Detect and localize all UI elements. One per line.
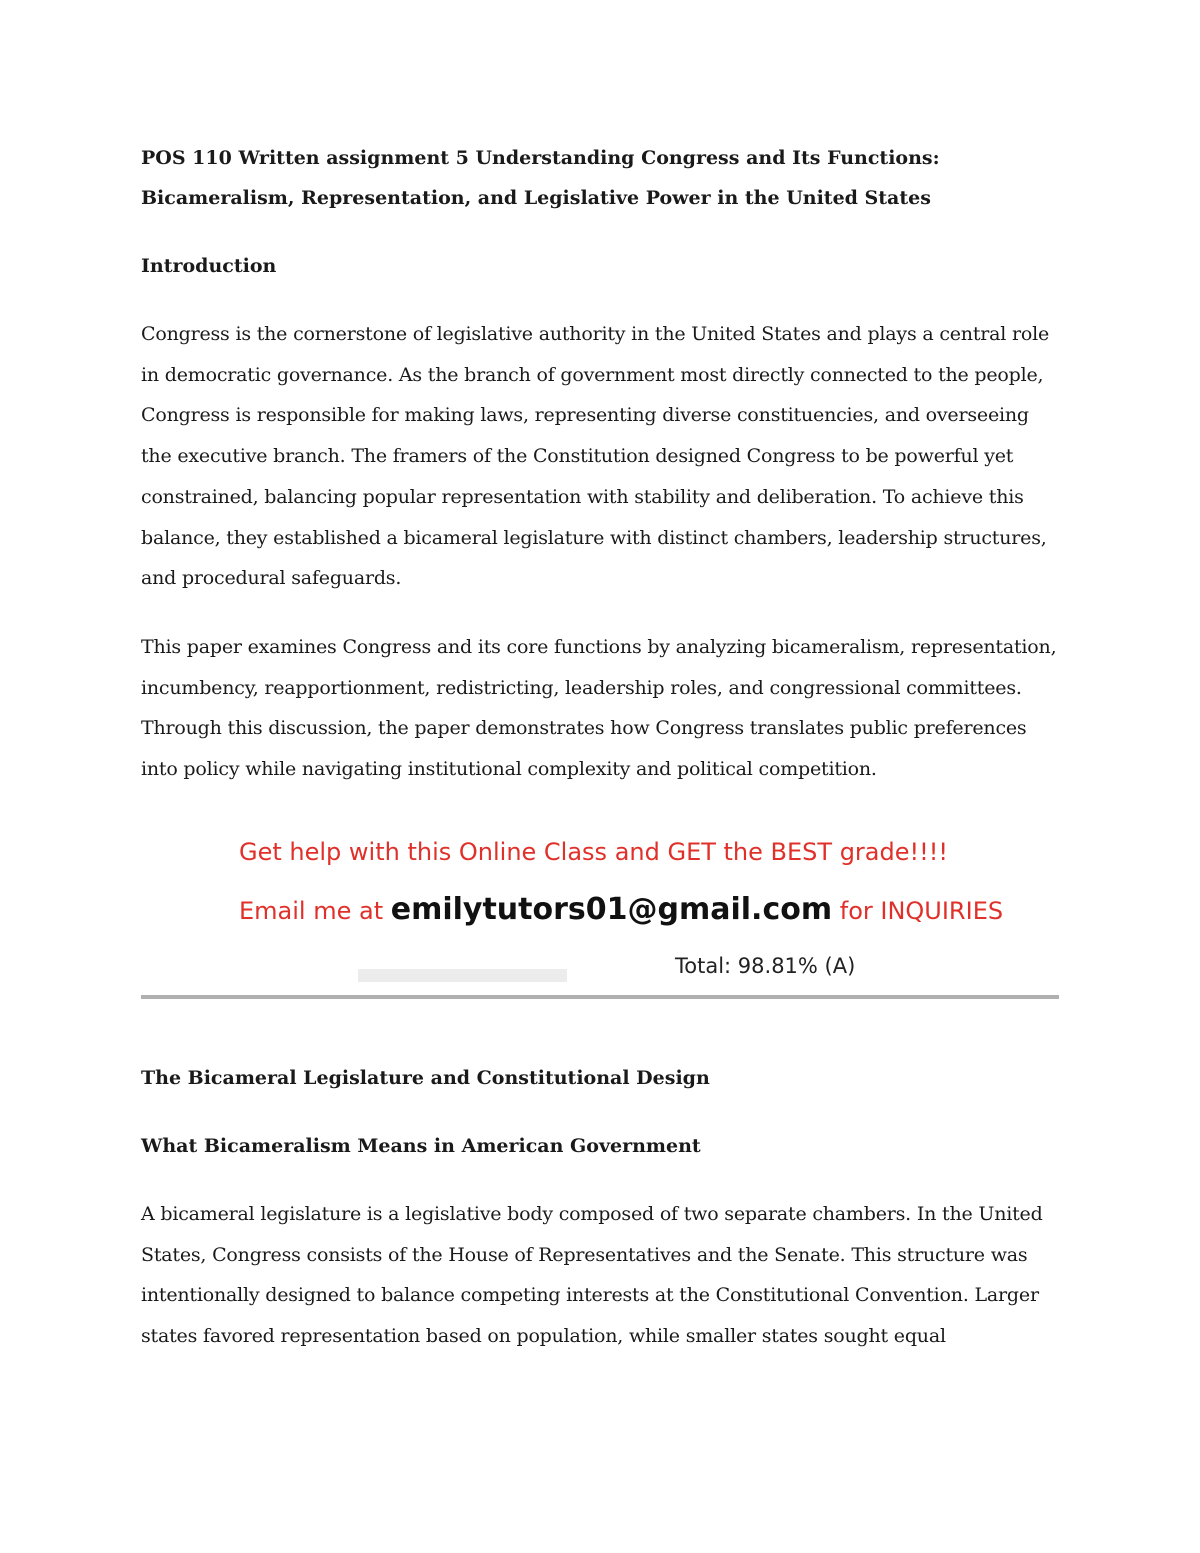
document-body-bottom	[141, 1058, 1061, 1357]
introduction-heading: Introduction	[141, 255, 277, 277]
document-body-top	[141, 138, 1061, 790]
subsection-heading: What Bicameralism Means in American Government	[141, 1135, 701, 1157]
promo-contact-line	[239, 892, 1003, 927]
promo-email-suffix: for INQUIRIES	[832, 897, 1004, 925]
promo-divider	[141, 995, 1059, 999]
promo-email: emilytutors01@gmail.com	[390, 892, 833, 927]
intro-paragraph-2: This paper examines Congress and its core functions by analyzing bicameralism, representation, incumbency, reapportionment, redistricting, leadership roles, and congressional committees. Through this discussion, the paper demonstrates how Congress translates public preferences into policy while navigating institutional complexity and political competition.	[141, 635, 1057, 781]
promo-banner	[141, 828, 1061, 1000]
bicameral-paragraph: A bicameral legislature is a legislative body composed of two separate chambers. In the United States, Congress consists of the House of Representatives and the Senate. This structure was intentionally designed to balance competing interests at the Constitutional Convention. Larger states favored representation based on population, while smaller states sought equal	[141, 1203, 1043, 1348]
promo-total-grade: Total: 98.81% (A)	[675, 954, 856, 978]
promo-headline: Get help with this Online Class and GET the BEST grade!!!!	[239, 838, 948, 866]
document-title: POS 110 Written assignment 5 Understanding Congress and Its Functions: Bicameralism, Representation, and Legislative Power in the United States	[141, 147, 940, 209]
promo-grade-bar	[358, 969, 567, 982]
section-heading: The Bicameral Legislature and Constitutional Design	[141, 1067, 710, 1089]
promo-email-prefix: Email me at	[239, 897, 391, 925]
intro-paragraph-1: Congress is the cornerstone of legislative authority in the United States and plays a central role in democratic governance. As the branch of government most directly connected to the people, Congress is responsible for making laws, representing diverse constituencies, and overseeing the executive branch. The framers of the Constitution designed Congress to be powerful yet constrained, balancing popular representation with stability and deliberation. To achieve this balance, they established a bicameral legislature with distinct chambers, leadership structures, and procedural safeguards.	[141, 323, 1050, 590]
